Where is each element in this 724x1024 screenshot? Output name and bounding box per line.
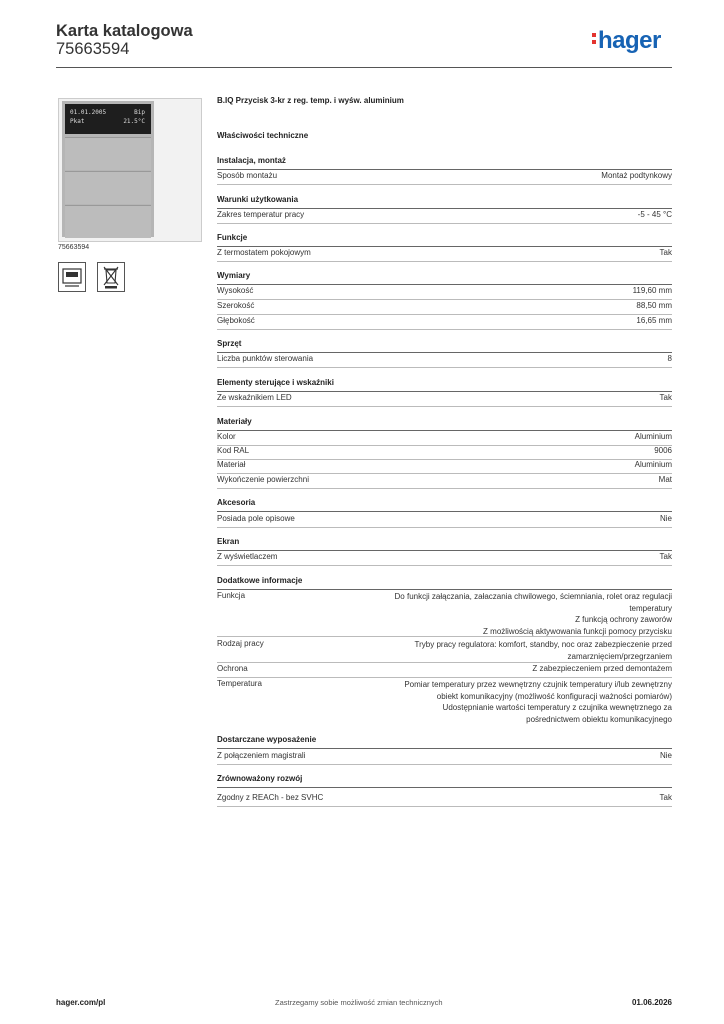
- spec-key: Temperatura: [217, 679, 262, 688]
- section-title: Wymiary: [217, 271, 672, 285]
- section-title: Funkcje: [217, 233, 672, 247]
- spec-row: [217, 663, 672, 678]
- display-line2-right: 21.5°C: [123, 118, 145, 125]
- spec-value: Aluminium: [634, 460, 672, 469]
- spec-key: Zakres temperatur pracy: [217, 210, 305, 219]
- logo-text: hager: [598, 27, 661, 54]
- footer-website: hager.com/pl: [56, 998, 106, 1007]
- page-title: Karta katalogowa: [56, 22, 193, 40]
- spec-key: Funkcja: [217, 591, 246, 600]
- spec-value: Tak: [659, 793, 672, 802]
- spec-row: [217, 474, 672, 489]
- spec-row: [217, 750, 672, 765]
- section-title: Elementy sterujące i wskaźniki: [217, 378, 672, 392]
- spec-row: [217, 300, 672, 315]
- spec-value: Mat: [658, 475, 672, 484]
- spec-value: 9006: [654, 446, 672, 455]
- spec-row: [217, 459, 672, 474]
- spec-value: 119,60 mm: [632, 286, 672, 295]
- spec-key: Kolor: [217, 432, 236, 441]
- rocker-3: [65, 205, 151, 238]
- spec-key: Z termostatem pokojowym: [217, 248, 311, 257]
- spec-value: 8: [667, 354, 672, 363]
- header-divider: [56, 67, 672, 68]
- section-title: Akcesoria: [217, 498, 672, 512]
- hager-logo: [592, 27, 661, 55]
- image-code: 75663594: [58, 244, 90, 251]
- section-title: Ekran: [217, 537, 672, 551]
- spec-value-line: Pomiar temperatury przez wewnętrzny czujnik temperatury i/lub zewnętrzny: [404, 680, 672, 689]
- spec-value-line: Z funkcją ochrony zaworów: [575, 615, 672, 624]
- spec-value: [332, 639, 672, 662]
- spec-row: [217, 678, 672, 724]
- section-title: Dodatkowe informacje: [217, 576, 672, 590]
- section-title: Instalacja, montaż: [217, 156, 672, 170]
- section-title: Sprzęt: [217, 339, 672, 353]
- display-line1-left: 01.01.2005: [70, 109, 107, 116]
- spec-value-line: pośrednictwem obiektu komunikacyjnego: [526, 714, 672, 724]
- spec-key: Wykończenie powierzchni: [217, 475, 309, 484]
- spec-value-line: zamarznięciem/przegrzaniem: [567, 651, 672, 661]
- spec-key: Ze wskaźnikiem LED: [217, 393, 292, 402]
- spec-key: Głębokość: [217, 316, 255, 325]
- spec-value-line: Do funkcji załączania, załaczania chwilowego, ściemniania, rolet oraz regulacji: [394, 592, 672, 601]
- spec-key: Sposób montażu: [217, 171, 278, 180]
- spec-value: Nie: [659, 514, 672, 523]
- spec-row: [217, 551, 672, 566]
- spec-value: Tak: [659, 248, 672, 257]
- spec-row: [217, 445, 672, 460]
- section-title: Materiały: [217, 417, 672, 431]
- bus-device-icon: [58, 262, 86, 292]
- device-display: [65, 104, 151, 134]
- rocker-2: [65, 171, 151, 204]
- spec-value: Nie: [659, 751, 672, 760]
- spec-key: Liczba punktów sterowania: [217, 354, 314, 363]
- spec-row: [217, 353, 672, 368]
- spec-value: -5 - 45 °C: [637, 210, 672, 219]
- spec-key: Wysokość: [217, 286, 254, 295]
- spec-row: [217, 431, 672, 446]
- spec-value: Aluminium: [634, 432, 672, 441]
- footer-date: 01.06.2026: [631, 998, 672, 1007]
- product-title: B.IQ Przycisk 3-kr z reg. temp. i wyśw. aluminium: [217, 96, 404, 105]
- section-title: Dostarczane wyposażenie: [217, 735, 672, 749]
- spec-value-line: obiekt komunikacyjny (możliwość konfiguracji ważności pomiarów): [436, 691, 672, 701]
- spec-row: [217, 285, 672, 300]
- spec-value-line: Tryby pracy regulatora: komfort, standby, noc oraz zabezpieczenie przed: [414, 640, 672, 649]
- spec-value: Z zabezpieczeniem przed demontażem: [532, 664, 672, 673]
- spec-key: Z połączeniem magistrali: [217, 751, 306, 760]
- spec-key: Szerokość: [217, 301, 255, 310]
- spec-value: [332, 679, 672, 725]
- catalog-code: 75663594: [56, 40, 130, 58]
- spec-row: [217, 590, 672, 637]
- weee-bin-icon: [97, 262, 125, 292]
- spec-key: Ochrona: [217, 664, 248, 673]
- spec-row: [217, 392, 672, 407]
- spec-row: [217, 170, 672, 185]
- spec-key: Posiada pole opisowe: [217, 514, 295, 523]
- spec-key: Rodzaj pracy: [217, 639, 264, 648]
- display-line2-left: Pkat: [70, 118, 85, 125]
- spec-row: [217, 209, 672, 224]
- spec-value: Montaż podtynkowy: [601, 171, 672, 180]
- spec-value-line: Z możliwością aktywowania funkcji pomocy przycisku: [483, 626, 672, 636]
- spec-value: [332, 591, 672, 637]
- rocker-1: [65, 137, 151, 170]
- spec-value: 16,65 mm: [636, 316, 672, 325]
- device-illustration: [62, 101, 154, 237]
- section-title: Zrównoważony rozwój: [217, 774, 672, 788]
- spec-row: [217, 315, 672, 330]
- spec-key: Zgodny z REACh - bez SVHC: [217, 793, 324, 802]
- spec-row: [217, 638, 672, 663]
- spec-value: Tak: [659, 552, 672, 561]
- spec-value-line: temperatury: [629, 603, 672, 613]
- spec-value-line: Udostępnianie wartości temperatury z czujnika wewnętrznego za: [442, 703, 672, 712]
- spec-row: [217, 513, 672, 528]
- product-image: [58, 98, 202, 242]
- tech-heading: Właściwości techniczne: [217, 131, 309, 140]
- spec-row: [217, 792, 672, 807]
- spec-row: [217, 247, 672, 262]
- spec-value: 88,50 mm: [636, 301, 672, 310]
- spec-key: Z wyświetlaczem: [217, 552, 278, 561]
- spec-key: Kod RAL: [217, 446, 250, 455]
- footer-disclaimer: Zastrzegamy sobie możliwość zmian technicznych: [275, 998, 443, 1007]
- display-line1-right: Bip: [134, 109, 145, 116]
- spec-value: Tak: [659, 393, 672, 402]
- spec-key: Materiał: [217, 460, 246, 469]
- section-title: Warunki użytkowania: [217, 195, 672, 209]
